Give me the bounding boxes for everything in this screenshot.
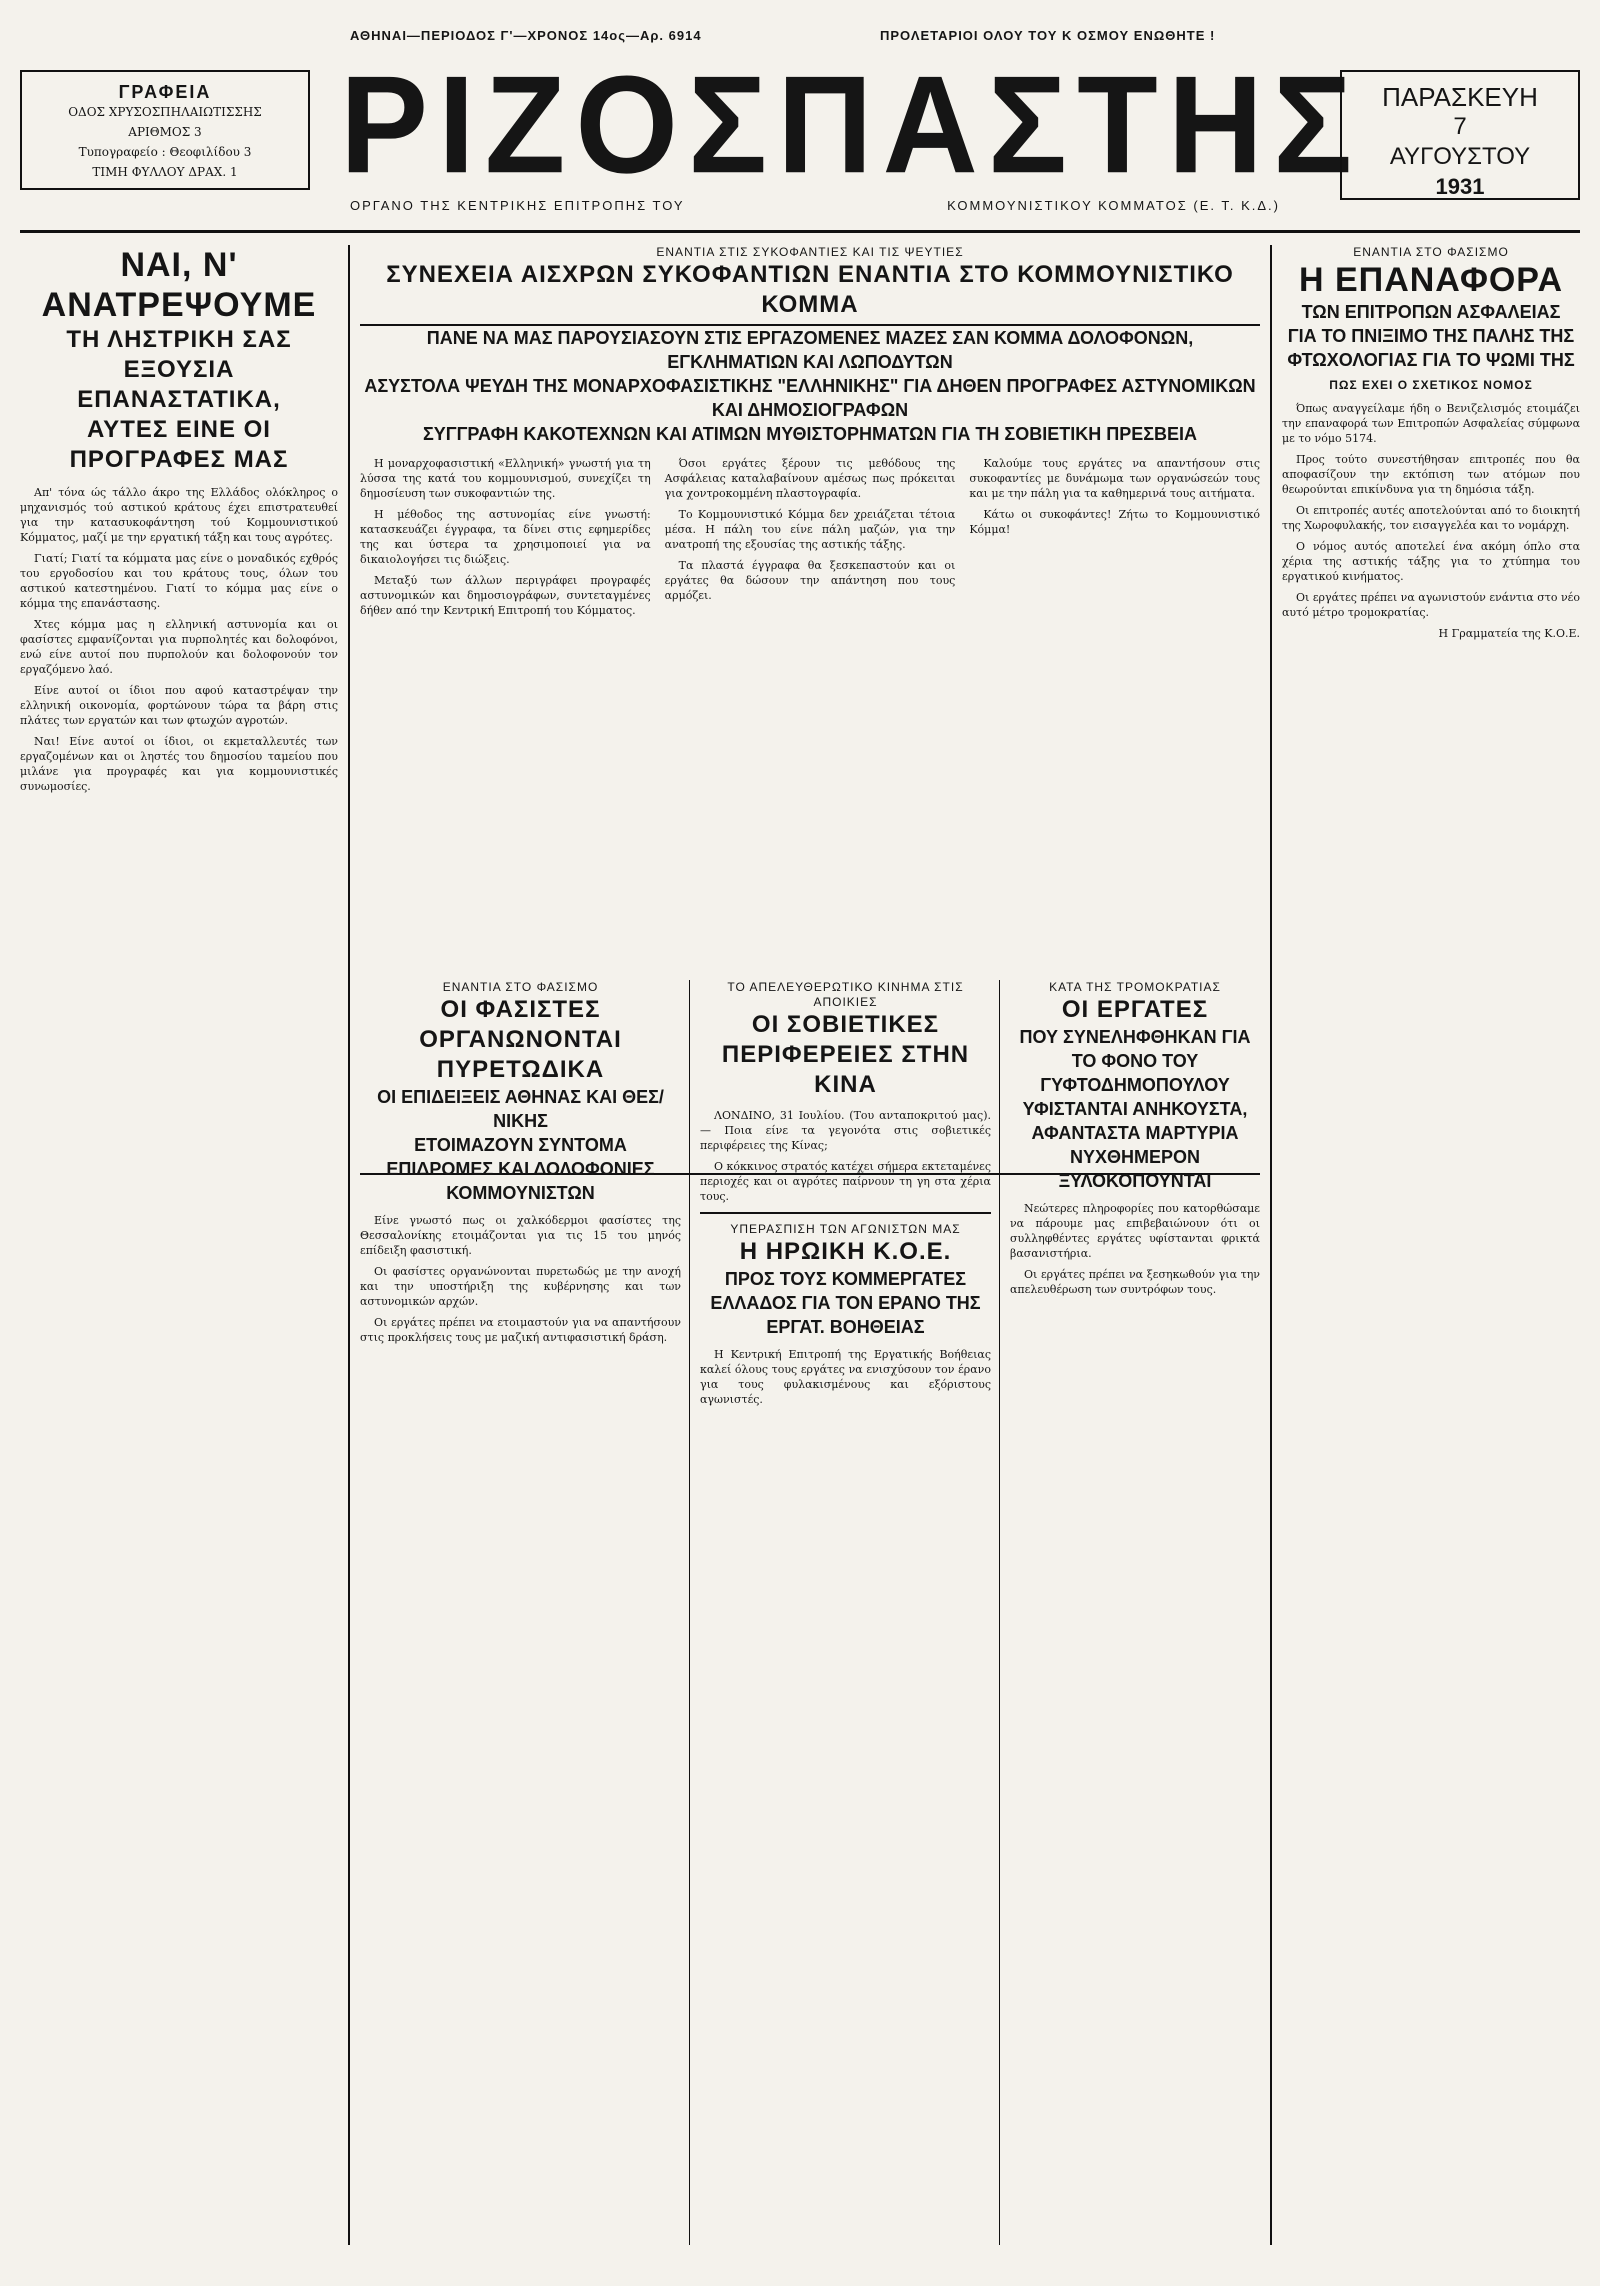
left-title-1: ΝΑΙ, Ν' ΑΝΑΤΡΕΨΟΥΜΕ xyxy=(41,246,317,324)
date-box xyxy=(1340,70,1580,200)
workers-title: ΟΙ ΕΡΓΑΤΕΣ xyxy=(1061,996,1209,1023)
center-columns xyxy=(360,456,1260,624)
koe-paragraph: Η Κεντρική Επιτροπή της Εργατικής Βοήθειας καλεί όλους τους εργάτες να ενισχύσουν τον έρανο για τους φυλακισμένους και εξόριστους αγωνιστές. xyxy=(700,1348,991,1406)
right-sub-3: ΠΩΣ ΕΧΕΙ Ο ΣΧΕΤΙΚΟΣ ΝΟΜΟΣ xyxy=(1329,378,1533,392)
center-paragraph: Καλούμε τους εργάτες να απαντήσουν στις συκοφαντίες με δυνάμωμα των οργανώσεών τους και με την πάλη για τα καθημερινά τους αιτήματα. xyxy=(969,457,1260,500)
fascism-paragraph: Οι εργάτες πρέπει να ετοιμαστούν για να απαντήσουν στις προκλήσεις τους με μαζική αντιφασιστική δράση. xyxy=(360,1316,681,1344)
right-signoff: Η Γραμματεία της Κ.Ο.Ε. xyxy=(1438,627,1580,640)
china-paragraph: ΛΟΝΔΙΝΟ, 31 Ιουλίου. (Του ανταποκριτού μας). — Ποια είνε τα γεγονότα στις σοβιετικές περιφέρειες της Κίνας; xyxy=(700,1109,991,1152)
right-kicker: ΕΝΑΝΤΙΑ ΣΤΟ ΦΑΣΙΣΜΟ xyxy=(1353,245,1509,259)
right-paragraph: Προς τούτο συνεστήθησαν επιτροπές που θα αποφασίζουν την εκτόπιση των ατόμων που θεωρούνται επικίνδυνα για τη δημόσια τάξη. xyxy=(1282,453,1580,496)
center-paragraph: Το Κομμουνιστικό Κόμμα δεν χρειάζεται τέτοια μέσα. Η πάλη του είνε πάλη μαζών, για την ανατροπή της εξουσίας της αστικής τάξης. xyxy=(664,508,956,551)
offices-number: ΑΡΙΘΜΟΣ 3 xyxy=(128,125,202,139)
workers-sub: ΠΟΥ ΣΥΝΕΛΗΦΘΗΚΑΝ ΓΙΑ ΤΟ ΦΟΝΟ ΤΟΥ ΓΥΦΤΟΔΗΜΟΠΟΥΛΟΥ ΥΦΙΣΤΑΝΤΑΙ ΑΝΗΚΟΥΣΤΑ, ΑΦΑΝΤΑΣΤΑ ΜΑΡΤΥΡΙΑ xyxy=(1019,1027,1251,1143)
center-title: ΣΥΝΕΧΕΙΑ ΑΙΣΧΡΩΝ ΣΥΚΟΦΑΝΤΙΩΝ ΕΝΑΝΤΙΑ ΣΤΟ ΚΟΜΜΟΥΝΙΣΤΙΚΟ ΚΟΜΜΑ xyxy=(360,260,1260,326)
fascism-sub-2: ΕΤΟΙΜΑΖΟΥΝ ΣΥΝΤΟΜΑ ΕΠΙΔΡΟΜΕΣ ΚΑΙ ΔΟΛΟΦΟΝΙΕΣ ΚΟΜΜΟΥΝΙΣΤΩΝ xyxy=(386,1135,655,1203)
center-column xyxy=(665,456,956,624)
offices-price: ΤΙΜΗ ΦΥΛΛΟΥ ΔΡΑΧ. 1 xyxy=(92,165,238,179)
koe-kicker: ΥΠΕΡΑΣΠΙΣΗ ΤΩΝ ΑΓΩΝΙΣΤΩΝ ΜΑΣ xyxy=(730,1222,961,1236)
newspaper-page xyxy=(20,20,1580,2246)
issue-line: ΑΘΗΝΑΙ—ΠΕΡΙΟΔΟΣ Γ'—ΧΡΟΝΟΣ 14ος—Αρ. 6914 xyxy=(350,28,702,43)
right-article xyxy=(1270,245,1580,2245)
right-paragraph: Οι εργάτες πρέπει να αγωνιστούν ενάντια στο νέο αυτό μέτρο τρομοκρατίας. xyxy=(1282,591,1580,619)
offices-street: ΟΔΟΣ ΧΡΥΣΟΣΠΗΛΑΙΩΤΙΣΣΗΣ xyxy=(68,105,262,119)
right-sub: ΤΩΝ ΕΠΙΤΡΟΠΩΝ ΑΣΦΑΛΕΙΑΣ xyxy=(1301,302,1561,322)
right-sub-2: ΓΙΑ ΤΟ ΠΝΙΞΙΜΟ ΤΗΣ ΠΑΛΗΣ ΤΗΣ ΦΤΩΧΟΛΟΓΙΑΣ ΓΙΑ ΤΟ ΨΩΜΙ ΤΗΣ xyxy=(1287,326,1575,370)
left-paragraph: Χτες κόμμα μας η ελληνική αστυνομία και οι φασίστες εμφανίζονται για πυρπολητές και δολοφόνοι, ενώ είνε αυτοί που πυρπολούν και δολοφονούν τον εργαζόμενο λαό. xyxy=(20,618,338,676)
left-title-2: ΤΗ ΛΗΣΤΡΙΚΗ ΣΑΣ ΕΞΟΥΣΙΑ ΕΠΑΝΑΣΤΑΤΙΚΑ, xyxy=(66,326,292,413)
right-paragraph: Ο νόμος αυτός αποτελεί ένα ακόμη όπλο στα χέρια της αστικής τάξης για το χτύπημα του εργατικού κινήματος. xyxy=(1282,540,1580,583)
center-paragraph: Η μοναρχοφασιστική «Ελληνική» γνωστή για τη λύσσα της κατά του κομμουνισμού, συνεχίζει τη δημοσίευση των συκοφαντιών της. xyxy=(360,457,651,500)
center-column xyxy=(969,456,1260,624)
fascism-paragraph: Οι φασίστες οργανώνονται πυρετωδώς με την ανοχή και την υποστήριξη της κυβέρνησης και των αστυνομικών αρχών. xyxy=(360,1265,681,1308)
center-paragraph: Κάτω οι συκοφάντες! Ζήτω το Κομμουνιστικό Κόμμα! xyxy=(969,508,1260,536)
center-sub-2: ΑΣΥΣΤΟΛΑ ΨΕΥΔΗ ΤΗΣ ΜΟΝΑΡΧΟΦΑΣΙΣΤΙΚΗΣ "ΕΛΛΗΝΙΚΗΣ" ΓΙΑ ΔΗΘΕΝ ΠΡΟΓΡΑΦΕΣ ΑΣΤΥΝΟΜΙΚΩΝ ΚΑΙ ΔΗΜΟΣΙΟΓΡΑΦΩΝ xyxy=(364,376,1256,420)
organ-line xyxy=(350,198,1280,213)
center-paragraph: Μεταξύ των άλλων περιγράφει προγραφές αστυνομικών και δημοσιογράφων, συντεταγμένες δήθεν από την Κεντρική Επιτροπή του Κόμματος. xyxy=(360,574,651,617)
divider xyxy=(700,1212,991,1214)
left-paragraph: Γιατί; Γιατί τα κόμματα μας είνε ο μοναδικός εχθρός του εργοδοσίου και του κράτους τους, όλων του αστικού κατεστημένου. Γιατί το κόμμα μας είνε ο κόμμα της επανάστασης. xyxy=(20,552,338,610)
china-paragraph: Ο κόκκινος στρατός κατέχει σήμερα εκτεταμένες περιοχές και οι αγρότες παίρνουν τη γη στα χέρια τους. xyxy=(700,1160,991,1203)
date-day: ΠΑΡΑΣΚΕΥΗ xyxy=(1382,82,1538,112)
workers-article xyxy=(1010,980,1260,2245)
workers-kicker: ΚΑΤΑ ΤΗΣ ΤΡΟΜΟΚΡΑΤΙΑΣ xyxy=(1049,980,1221,994)
workers-paragraph: Νεώτερες πληροφορίες που κατορθώσαμε να πάρουμε μας επιβεβαιώνουν ότι οι συλληφθέντες εργάτες υφίστανται φρικτά βασανιστήρια. xyxy=(1010,1202,1260,1260)
fascism-paragraph: Είνε γνωστό πως οι χαλκόδερμοι φασίστες της Θεσσαλονίκης ετοιμάζονται για τις 15 του μηνός επίδειξη φασιστική. xyxy=(360,1214,681,1257)
left-article xyxy=(20,245,350,2245)
koe-title: Η ΗΡΩΙΚΗ Κ.Ο.Ε. xyxy=(739,1238,952,1265)
left-paragraph: Απ' τόνα ώς τάλλο άκρο της Ελλάδος ολόκληρος ο μηχανισμός τού αστικού κράτους έχει επιστρατευθεί για την κατασυκοφάντηση τού Κομμουνιστικού Κόμματος, μαζί με την εργατική τάξη και τους αγρότες. xyxy=(20,486,338,544)
china-article xyxy=(700,980,1000,2245)
right-paragraph: Οι επιτροπές αυτές αποτελούνται από το διοικητή της Χωροφυλακής, τον εισαγγελέα και το νομάρχη. xyxy=(1282,504,1580,532)
workers-paragraph: Οι εργάτες πρέπει να ξεσηκωθούν για την απελευθέρωση των συντρόφων τους. xyxy=(1010,1268,1260,1296)
slogan-line: ΠΡΟΛΕΤΑΡΙΟΙ ΟΛΟΥ ΤΟΥ Κ ΟΣΜΟΥ ΕΝΩΘΗΤΕ ! xyxy=(880,28,1216,43)
center-kicker: ΕΝΑΝΤΙΑ ΣΤΙΣ ΣΥΚΟΦΑΝΤΙΕΣ ΚΑΙ ΤΙΣ ΨΕΥΤΙΕΣ xyxy=(656,245,964,259)
center-paragraph: Όσοι εργάτες ξέρουν τις μεθόδους της Ασφάλειας καταλαβαίνουν αμέσως πως πρόκειται για χοντροκομμένη πλαστογραφία. xyxy=(664,457,956,500)
fascism-article xyxy=(360,980,690,2245)
newspaper-title: ΡΙΖΟΣΠΑΣΤΗΣ xyxy=(340,47,1363,202)
left-paragraph: Ναι! Είνε αυτοί οι ίδιοι, οι εκμεταλλευτές των εργαζομένων και οι ληστές του δημοσίου ταμείου που μιλάνε για προγραφές και για κομμουνιστικές συνωμοσίες. xyxy=(20,735,338,793)
fascism-kicker: ΕΝΑΝΤΙΑ ΣΤΟ ΦΑΣΙΣΜΟ xyxy=(442,980,599,994)
date-year: 1931 xyxy=(1435,174,1485,199)
right-title: Η ΕΠΑΝΑΦΟΡΑ xyxy=(1298,261,1564,299)
left-paragraph: Είνε αυτοί οι ίδιοι που αφού καταστρέψαν την ελληνική οικονομία, φορτώνουν τώρα τα βάρη στις πλάτες των εργατών και των φτωχών αγροτών. xyxy=(20,684,338,727)
date-month: ΑΥΓΟΥΣΤΟΥ xyxy=(1389,143,1531,170)
center-sub-3: ΣΥΓΓΡΑΦΗ ΚΑΚΟΤΕΧΝΩΝ ΚΑΙ ΑΤΙΜΩΝ ΜΥΘΙΣΤΟΡΗΜΑΤΩΝ ΓΙΑ ΤΗ ΣΟΒΙΕΤΙΚΗ ΠΡΕΣΒΕΙΑ xyxy=(422,424,1198,444)
left-title-3: ΑΥΤΕΣ ΕΙΝΕ ΟΙ ΠΡΟΓΡΑΦΕΣ ΜΑΣ xyxy=(69,416,289,473)
date-number: 7 xyxy=(1453,113,1467,140)
right-paragraph: Όπως αναγγείλαμε ήδη ο Βενιζελισμός ετοιμάζει την επαναφορά των Επιτροπών Ασφαλείας σύμφωνα με το νόμο 5174. xyxy=(1282,402,1580,445)
china-kicker: ΤΟ ΑΠΕΛΕΥΘΕΡΩΤΙΚΟ ΚΙΝΗΜΑ ΣΤΙΣ ΑΠΟΙΚΙΕΣ xyxy=(727,980,964,1009)
china-title: ΟΙ ΣΟΒΙΕΤΙΚΕΣ ΠΕΡΙΦΕΡΕΙΕΣ ΣΤΗΝ ΚΙΝΑ xyxy=(721,1011,970,1098)
fascism-sub: ΟΙ ΕΠΙΔΕΙΞΕΙΣ ΑΘΗΝΑΣ ΚΑΙ ΘΕΣ/ΝΙΚΗΣ xyxy=(377,1087,664,1131)
center-sub-1: ΠΑΝΕ ΝΑ ΜΑΣ ΠΑΡΟΥΣΙΑΣΟΥΝ ΣΤΙΣ ΕΡΓΑΖΟΜΕΝΕΣ ΜΑΖΕΣ ΣΑΝ ΚΟΜΜΑ ΔΟΛΟΦΟΝΩΝ, ΕΓΚΛΗΜΑΤΙΩΝ ΚΑΙ ΛΩΠΟΔΥΤΩΝ xyxy=(426,328,1194,372)
fascism-title: ΟΙ ΦΑΣΙΣΤΕΣ ΟΡΓΑΝΩΝΟΝΤΑΙ ΠΥΡΕΤΩΔΙΚΑ xyxy=(419,996,622,1083)
koe-sub: ΠΡΟΣ ΤΟΥΣ ΚΟΜΜΕΡΓΑΤΕΣ ΕΛΛΑΔΟΣ ΓΙΑ ΤΟΝ ΕΡΑΝΟ ΤΗΣ ΕΡΓΑΤ. ΒΟΗΘΕΙΑΣ xyxy=(710,1269,981,1337)
organ-right: ΚΟΜΜΟΥΝΙΣΤΙΚΟΥ ΚΟΜΜΑΤΟΣ (Ε. Τ. Κ.Δ.) xyxy=(947,198,1280,213)
offices-print: Τυπογραφείο : Θεοφιλίδου 3 xyxy=(78,145,252,159)
workers-sub-2: ΝΥΧΘΗΜΕΡΟΝ ΞΥΛΟΚΟΠΟΥΝΤΑΙ xyxy=(1058,1147,1212,1191)
organ-left: ΟΡΓΑΝΟ ΤΗΣ ΚΕΝΤΡΙΚΗΣ ΕΠΙΤΡΟΠΗΣ ΤΟΥ xyxy=(350,198,685,213)
center-column xyxy=(360,456,651,624)
offices-box xyxy=(20,70,310,190)
center-paragraph: Τα πλαστά έγγραφα θα ξεσκεπαστούν και οι εργάτες θα δώσουν την απάντηση που τους αρμόζει. xyxy=(664,559,956,602)
offices-title: ΓΡΑΦΕΙΑ xyxy=(118,82,212,102)
masthead xyxy=(20,20,1580,233)
center-paragraph: Η μέθοδος της αστυνομίας είνε γνωστή: κατασκευάζει έγγραφα, τα δίνει στις εφημερίδες της και ύστερα τα χρησιμοποιεί για να δικαιολογήσει τις διώξεις. xyxy=(360,508,651,566)
